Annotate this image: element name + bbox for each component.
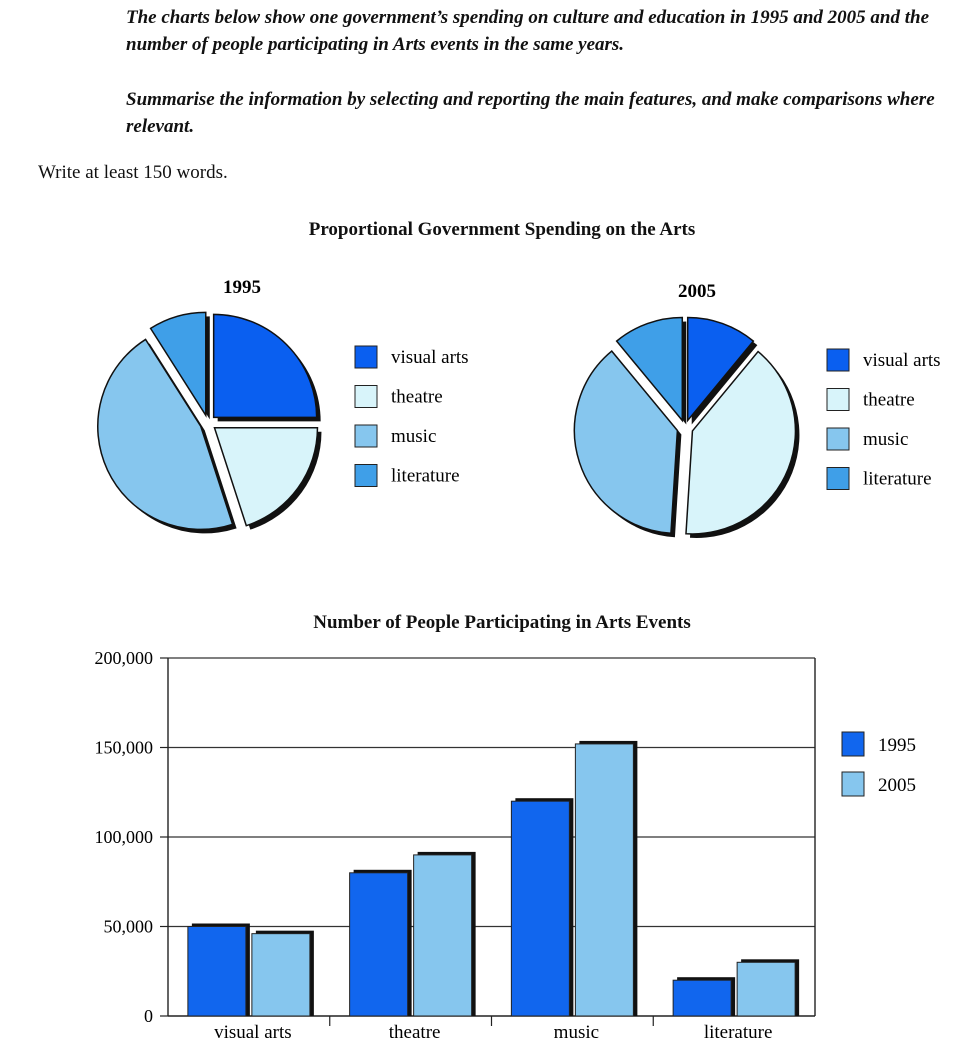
- pie-1995-legend-swatch-literature: [355, 465, 377, 487]
- bar-visual-arts-2005: [252, 934, 310, 1016]
- bar-y-tick-label: 100,000: [94, 827, 153, 847]
- pie-1995-year-label: 1995: [223, 277, 261, 298]
- bar-theatre-2005: [414, 855, 472, 1016]
- bar-chart: [0, 640, 974, 1057]
- bar-x-tick-label-literature: literature: [703, 1022, 773, 1043]
- bar-chart-title: Number of People Participating in Arts Events: [313, 612, 691, 633]
- pie-1995: [98, 312, 322, 533]
- pie-1995-legend: [355, 346, 469, 487]
- pie-2005-year-label: 2005: [678, 281, 716, 302]
- pie-charts: [0, 260, 974, 550]
- pie-2005-legend: [827, 349, 941, 490]
- pie-1995-slice-music: [98, 339, 233, 529]
- task-instruction: Summarise the information by selecting and reporting the main features, and make comparisons where relevant.: [126, 89, 935, 137]
- bar-legend-swatch-1995: [842, 732, 864, 756]
- bar-literature-1995: [673, 980, 731, 1016]
- pie-2005-legend-swatch-theatre: [827, 389, 849, 411]
- bar-y-tick-label: 200,000: [94, 648, 153, 668]
- pie-1995-legend-label-visual-arts: visual arts: [391, 347, 469, 368]
- pie-2005-legend-swatch-visual-arts: [827, 349, 849, 371]
- bar-y-tick-label: 50,000: [103, 916, 153, 937]
- pie-2005-legend-swatch-literature: [827, 468, 849, 490]
- bar-legend: [842, 732, 916, 796]
- word-count-instruction: Write at least 150 words.: [38, 162, 228, 183]
- pie-2005-legend-label-theatre: theatre: [863, 389, 915, 411]
- bar-x-tick-label-theatre: theatre: [388, 1022, 441, 1043]
- pie-1995-slice-visual-arts: [214, 314, 317, 417]
- task-description: The charts below show one government’s spending on culture and education in 1995 and 2005 and the number of people participating in Arts events in the same years.: [126, 7, 930, 55]
- bar-music-1995: [511, 801, 569, 1016]
- bar-x-tick-label-visual-arts: visual arts: [214, 1022, 292, 1043]
- bar-music-2005: [575, 744, 633, 1016]
- pie-1995-legend-label-theatre: theatre: [391, 386, 443, 408]
- bar-literature-2005: [737, 962, 795, 1016]
- bar-legend-label-1995: 1995: [878, 735, 916, 756]
- bar-y-tick-label: 150,000: [94, 737, 153, 758]
- pie-1995-legend-swatch-music: [355, 425, 377, 447]
- pie-1995-legend-label-music: music: [391, 426, 437, 447]
- bar-visual-arts-1995: [188, 927, 246, 1017]
- pie-2005: [574, 317, 799, 537]
- pie-2005-legend-swatch-music: [827, 428, 849, 450]
- pie-1995-legend-swatch-visual-arts: [355, 346, 377, 368]
- bar-legend-swatch-2005: [842, 772, 864, 796]
- pie-1995-legend-swatch-theatre: [355, 386, 377, 408]
- pie-2005-legend-label-visual-arts: visual arts: [863, 350, 941, 371]
- bar-x-axis: [214, 1016, 772, 1043]
- pie-2005-legend-label-literature: literature: [863, 468, 932, 490]
- bar-legend-label-2005: 2005: [878, 775, 916, 796]
- bar-theatre-1995: [350, 873, 408, 1016]
- bar-y-axis: [95, 648, 169, 1026]
- bar-series: [188, 741, 799, 1016]
- bar-x-tick-label-music: music: [553, 1022, 600, 1043]
- pie-charts-title: Proportional Government Spending on the Arts: [308, 219, 696, 240]
- pie-2005-legend-label-music: music: [863, 429, 909, 450]
- pie-1995-legend-label-literature: literature: [391, 465, 460, 487]
- bar-y-tick-label: 0: [144, 1006, 153, 1026]
